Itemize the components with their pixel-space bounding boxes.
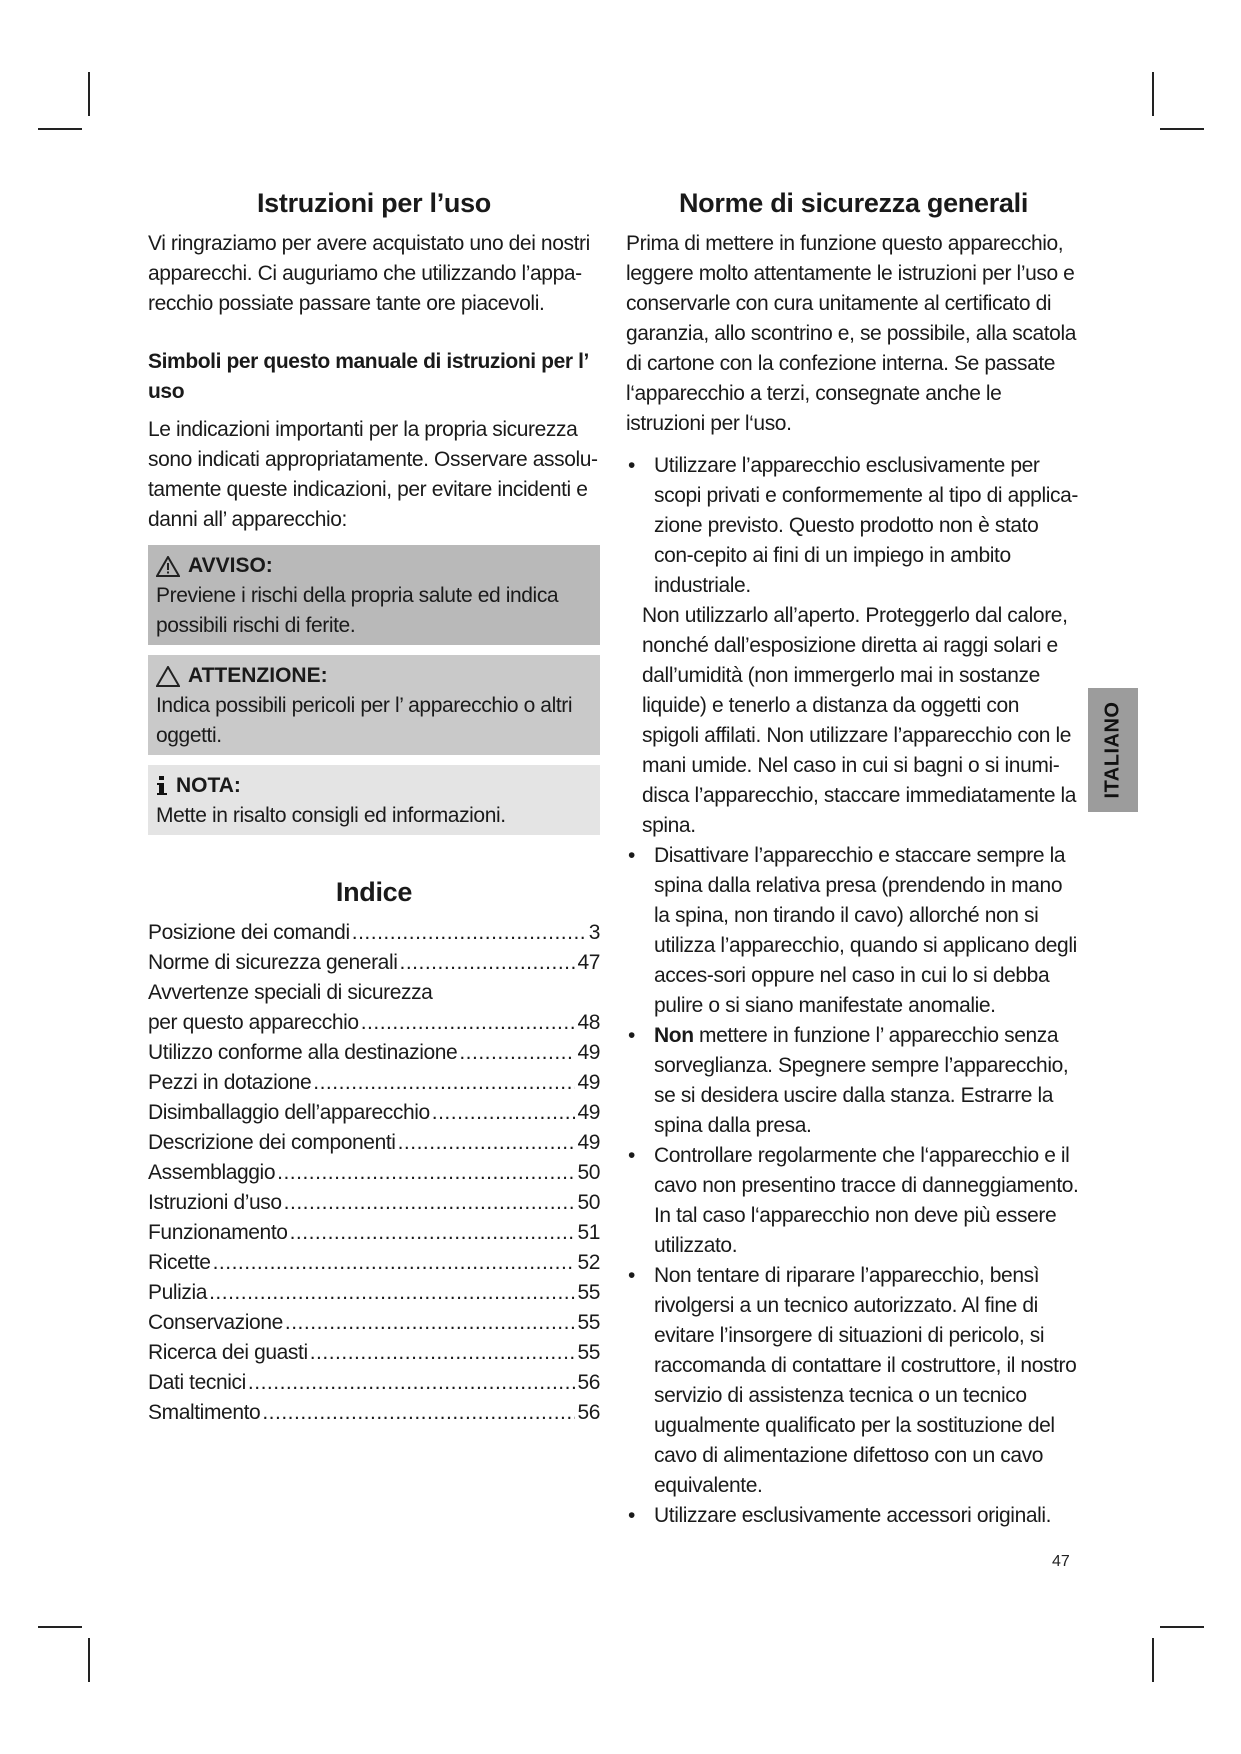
crop-mark	[1152, 1638, 1154, 1682]
toc-item[interactable]: Disimballaggio dell’apparecchio ..... 49	[148, 1098, 600, 1128]
page-number: 47	[1052, 1553, 1070, 1570]
crop-mark	[38, 128, 82, 130]
note-text: Mette in risalto consigli ed informazioni.	[156, 804, 506, 827]
symbols-heading: Simboli per questo manuale di istruzioni per l’ uso	[148, 350, 588, 403]
toc-item[interactable]: Smaltimento ..... 56	[148, 1398, 600, 1428]
toc-item[interactable]: Assemblaggio ..... 50	[148, 1158, 600, 1188]
toc-item[interactable]: per questo apparecchio ..... 48	[148, 1008, 600, 1038]
warning-text: Previene i rischi della propria salute ed indica possibili rischi di ferite.	[156, 584, 559, 637]
crop-mark	[1160, 1626, 1204, 1628]
note-title: NOTA:	[176, 774, 241, 797]
toc-item[interactable]: Posizione dei comandi ..... 3	[148, 918, 600, 948]
crop-mark	[1160, 128, 1204, 130]
caution-text: Indica possibili pericoli per l’ apparecchio o altri oggetti.	[156, 694, 573, 747]
caution-title: ATTENZIONE:	[188, 664, 328, 687]
caution-box	[148, 655, 600, 755]
crop-mark	[88, 1638, 90, 1682]
table-of-contents	[148, 918, 600, 1428]
intro-text: Vi ringraziamo per avere acquistato uno dei nostri apparecchi. Ci auguriamo che utilizzando l’appa-recchio possiate passare tante ore piacevoli.	[148, 232, 590, 315]
note-box	[148, 765, 600, 835]
warning-box	[148, 545, 600, 645]
warning-title: AVVISO:	[188, 554, 273, 577]
toc-item[interactable]: Conservazione ..... 55	[148, 1308, 600, 1338]
info-icon	[156, 775, 168, 797]
toc-item[interactable]: Pulizia ..... 55	[148, 1278, 600, 1308]
toc-item[interactable]: Funzionamento ..... 51	[148, 1218, 600, 1248]
right-column	[626, 188, 1081, 1531]
toc-item[interactable]: Dati tecnici ..... 56	[148, 1368, 600, 1398]
toc-item[interactable]: Ricerca dei guasti ..... 55	[148, 1338, 600, 1368]
list-item: • Non mettere in funzione l’ apparecchio senza sorveglianza. Spegnere sempre l’apparecchio, se si desidera uscire dalla stanza. Estrarre la spina dalla presa.	[628, 1024, 1069, 1137]
toc-item[interactable]: Norme di sicurezza generali ..... 47	[148, 948, 600, 978]
left-column	[148, 188, 600, 1428]
list-item: • Disattivare l’apparecchio e staccare sempre la spina dalla relativa presa (prendendo in mano la spina, non tirando il cavo) allorché non si utilizza l’apparecchio, quando si applicano degli acces-sori oppure nel caso in cui lo si debba pulire o si siano manifestate anomalie.	[628, 844, 1077, 1017]
language-tab	[1088, 688, 1138, 812]
language-label: ITALIANO	[1101, 701, 1124, 799]
crop-mark	[38, 1626, 82, 1628]
toc-item[interactable]: Utilizzo conforme alla destinazione ..... 49	[148, 1038, 600, 1068]
toc-item[interactable]: Pezzi in dotazione ..... 49	[148, 1068, 600, 1098]
toc-item[interactable]: Istruzioni d’uso ..... 50	[148, 1188, 600, 1218]
index-title: Indice	[335, 877, 413, 907]
safety-intro: Prima di mettere in funzione questo apparecchio, leggere molto attentamente le istruzioni per l’uso e conservarle con cura unitamente al certificato di garanzia, allo scontrino e, se possibile, alla scatola di cartone con la confezione interna. Se passate l‘apparecchio a terzi, consegnate anche le istruzioni per l‘uso.	[626, 232, 1076, 435]
page-title: Istruzioni per l’uso	[256, 188, 492, 218]
symbols-text: Le indicazioni importanti per la propria sicurezza sono indicati appropriatamente. Osservare assolu-tamente queste indicazioni, per evitare incidenti e danni all’ apparecchio:	[148, 418, 598, 531]
list-item: • Utilizzare l’apparecchio esclusivamente per scopi privati e conformemente al tipo di applica-zione previsto. Questo prodotto non è stato con-cepito ai fini di un impiego in ambito industriale. Non utilizzarlo all’aperto. Proteggerlo dal calore, nonché dall’esposizione diretta ai raggi solari e dall’umidità (non immergerlo mai in sostanze liquide) e tenerlo a distanza da oggetti con spigoli affilati. Non utilizzare l’apparecchio con le mani umide. Nel caso in cui si bagni o si inumi-disca l’apparecchio, staccare immediatamente la spina.	[628, 454, 1078, 837]
safety-list	[626, 451, 1081, 1531]
list-item: • Non tentare di riparare l’apparecchio, bensì rivolgersi a un tecnico autorizzato. Al fine di evitare l’insorgere di situazioni di pericolo, si raccomanda di contattare il costruttore, il nostro servizio di assistenza tecnica o un tecnico ugualmente qualificato per la sostituzione del cavo di alimentazione difettoso con un cavo equivalente.	[628, 1264, 1077, 1497]
toc-item: Avvertenze speciali di sicurezza	[148, 981, 433, 1004]
crop-mark	[88, 72, 90, 116]
list-item: • Controllare regolarmente che l‘apparecchio e il cavo non presentino tracce di danneggiamento. In tal caso l‘apparecchio non deve più essere utilizzato.	[628, 1144, 1079, 1257]
warning-triangle-icon	[156, 556, 180, 577]
toc-item[interactable]: Descrizione dei componenti ..... 49	[148, 1128, 600, 1158]
toc-item[interactable]: Ricette ..... 52	[148, 1248, 600, 1278]
caution-triangle-icon	[156, 666, 180, 687]
safety-title: Norme di sicurezza generali	[678, 188, 1029, 218]
crop-mark	[1152, 72, 1154, 116]
list-item: • Utilizzare esclusivamente accessori originali.	[628, 1504, 1052, 1527]
